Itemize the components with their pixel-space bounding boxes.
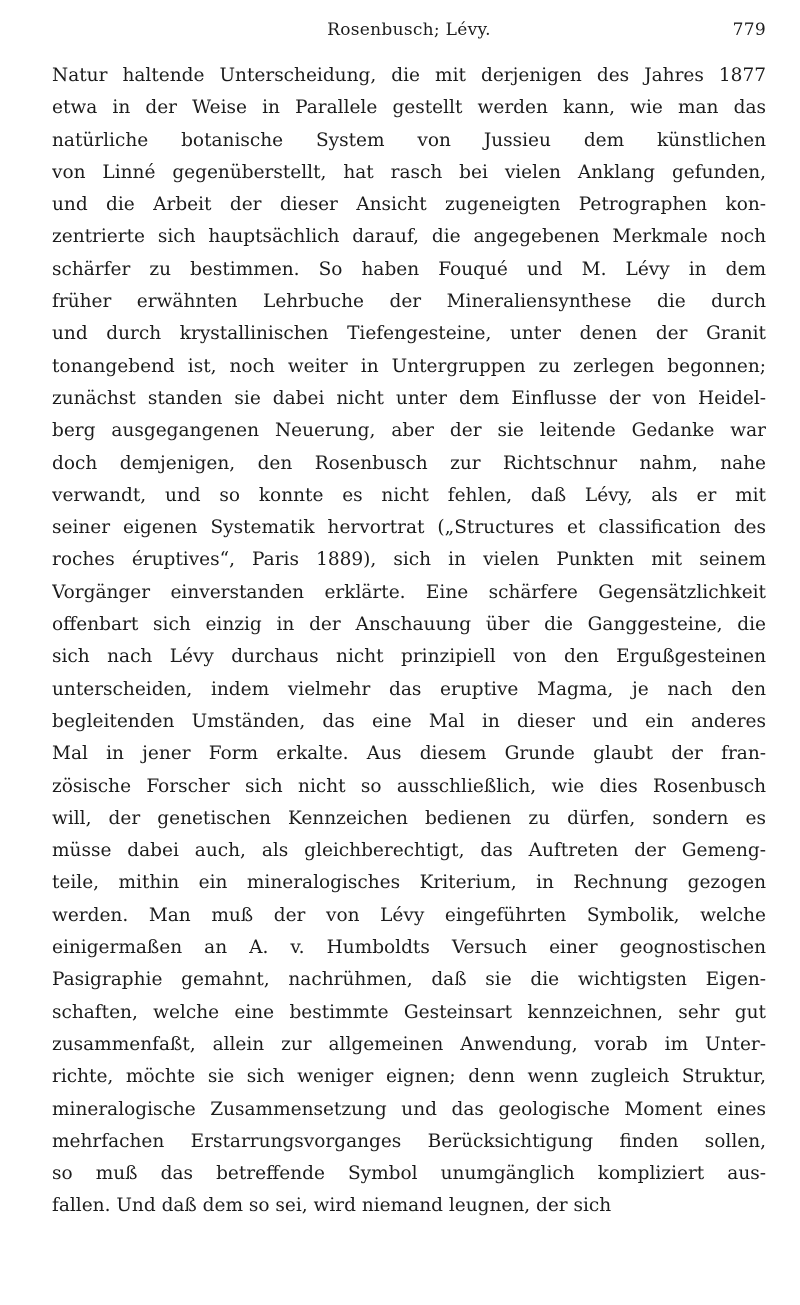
body-paragraph xyxy=(52,60,766,1223)
running-head xyxy=(52,20,766,48)
text-line: zösische Forscher sich nicht so ausschließlich, wie dies Rosenbusch xyxy=(52,775,766,797)
text-line: seiner eigenen Systematik hervortrat („Structures et classification des xyxy=(52,517,766,539)
text-line: roches éruptives“, Paris 1889), sich in vielen Punkten mit seinem xyxy=(52,549,766,571)
text-line: unterscheiden, indem vielmehr das eruptive Magma, je nach den xyxy=(52,678,766,700)
text-line: verwandt, und so konnte es nicht fehlen, daß Lévy, als er mit xyxy=(52,484,766,506)
book-page xyxy=(52,20,766,1223)
text-line: fallen. Und daß dem so sei, wird niemand leugnen, der sich xyxy=(52,1195,612,1217)
text-line: zunächst standen sie dabei nicht unter dem Einflusse der von Heidel- xyxy=(52,387,766,409)
text-line: früher erwähnten Lehrbuche der Mineraliensynthese die durch xyxy=(52,291,766,313)
text-line: berg ausgegangenen Neuerung, aber der sie leitende Gedanke war xyxy=(52,420,766,442)
text-line: doch demjenigen, den Rosenbusch zur Richtschnur nahm, nahe xyxy=(52,452,766,474)
text-line: begleitenden Umständen, das eine Mal in dieser und ein anderes xyxy=(52,710,766,732)
text-line: mehrfachen Erstarrungsvorganges Berücksichtigung finden sollen, xyxy=(52,1130,766,1152)
text-line: natürliche botanische System von Jussieu dem künstlichen xyxy=(52,129,766,151)
text-line: einigermaßen an A. v. Humboldts Versuch einer geognostischen xyxy=(52,937,766,959)
text-line: und durch krystallinischen Tiefengesteine, unter denen der Granit xyxy=(52,323,766,345)
text-line: tonangebend ist, noch weiter in Untergruppen zu zerlegen begonnen; xyxy=(52,355,766,377)
text-line: will, der genetischen Kennzeichen bedienen zu dürfen, sondern es xyxy=(52,807,766,829)
text-line: schärfer zu bestimmen. So haben Fouqué und M. Lévy in dem xyxy=(52,258,766,280)
text-line: von Linné gegenüberstellt, hat rasch bei vielen Anklang gefunden, xyxy=(52,161,766,183)
running-head-title: Rosenbusch; Lévy. xyxy=(327,20,491,40)
text-line: und die Arbeit der dieser Ansicht zugeneigten Petrographen kon- xyxy=(52,194,766,216)
text-line: etwa in der Weise in Parallele gestellt werden kann, wie man das xyxy=(52,97,766,119)
text-line: so muß das betreffende Symbol unumgänglich kompliziert aus- xyxy=(52,1163,766,1185)
text-line: teile, mithin ein mineralogisches Kriterium, in Rechnung gezogen xyxy=(52,872,766,894)
text-line: Natur haltende Unterscheidung, die mit derjenigen des Jahres 1877 xyxy=(52,65,766,86)
text-line: Pasigraphie gemahnt, nachrühmen, daß sie die wichtigsten Eigen- xyxy=(52,969,766,991)
text-line: müsse dabei auch, als gleichberechtigt, das Auftreten der Gemeng- xyxy=(52,840,766,862)
text-line: Mal in jener Form erkalte. Aus diesem Grunde glaubt der fran- xyxy=(52,743,766,765)
page-number: 779 xyxy=(732,20,766,40)
text-line: mineralogische Zusammensetzung und das geologische Moment eines xyxy=(52,1098,766,1120)
text-line: zentrierte sich hauptsächlich darauf, die angegebenen Merkmale noch xyxy=(52,226,766,248)
text-line: Vorgänger einverstanden erklärte. Eine schärfere Gegensätzlichkeit xyxy=(52,581,766,603)
text-line: zusammenfaßt, allein zur allgemeinen Anwendung, vorab im Unter- xyxy=(52,1033,766,1055)
text-line: richte, möchte sie sich weniger eignen; denn wenn zugleich Struktur, xyxy=(52,1066,766,1088)
text-line: schaften, welche eine bestimmte Gesteinsart kennzeichnen, sehr gut xyxy=(52,1001,766,1023)
text-line: werden. Man muß der von Lévy eingeführten Symbolik, welche xyxy=(52,904,766,926)
text-line: offenbart sich einzig in der Anschauung über die Ganggesteine, die xyxy=(52,614,766,636)
text-line: sich nach Lévy durchaus nicht prinzipiell von den Ergußgesteinen xyxy=(52,646,766,668)
